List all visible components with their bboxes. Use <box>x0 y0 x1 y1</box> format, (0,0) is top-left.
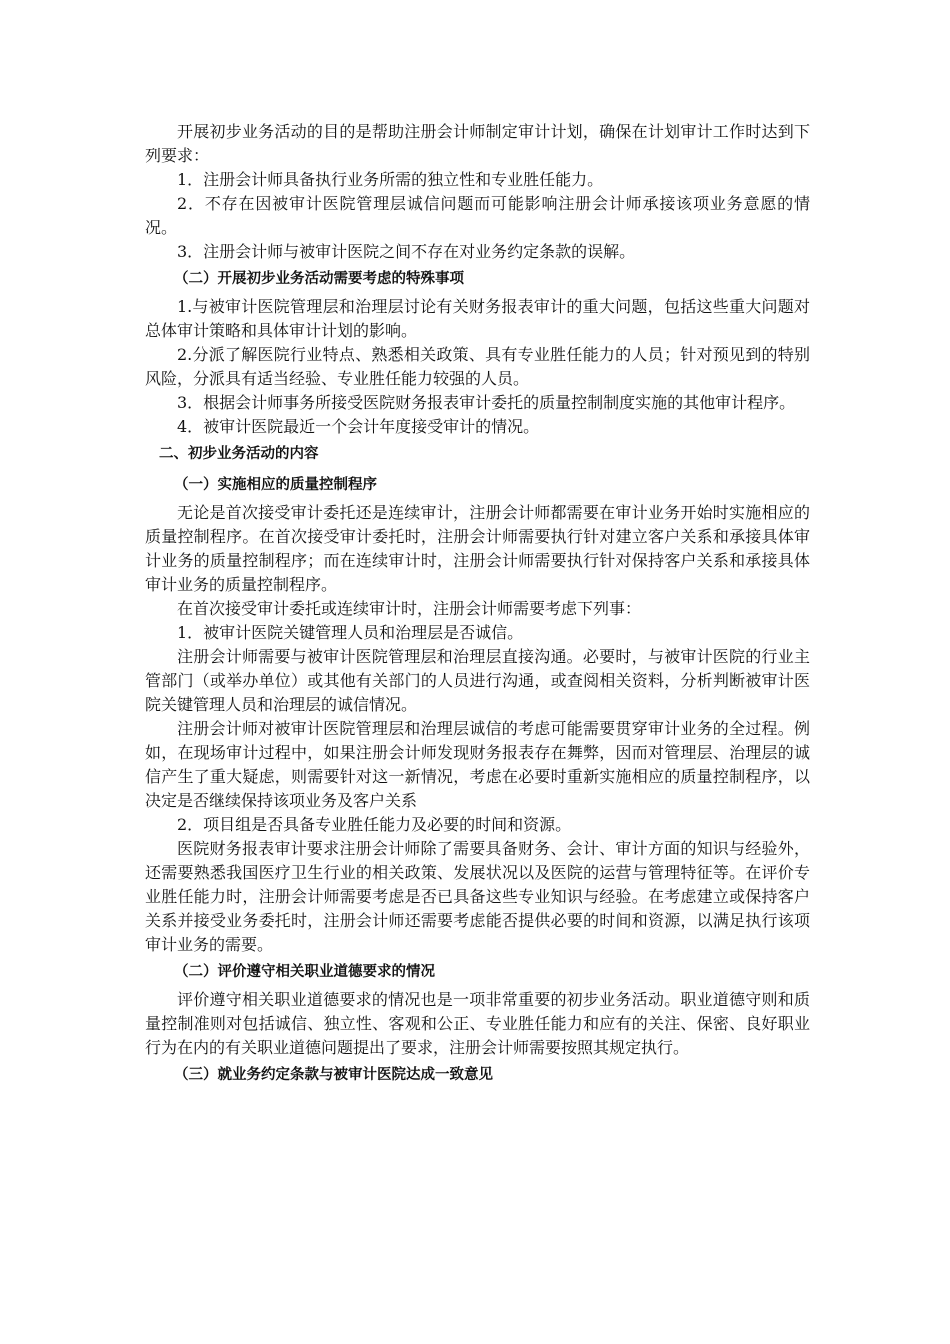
section-heading: （二）评价遵守相关职业道德要求的情况 <box>174 964 435 980</box>
section-heading: （三）就业务约定条款与被审计医院达成一致意见 <box>174 1067 493 1083</box>
paragraph: 注册会计师需要与被审计医院管理层和治理层直接沟通。必要时，与被审计医院的行业主管部门（或举办单位）或其他有关部门的人员进行沟通，或查阅相关资料，分析判断被审计医院关键管理人员和治理层的诚信情况。 <box>145 647 810 714</box>
section-heading: （一）实施相应的质量控制程序 <box>174 477 377 493</box>
paragraph: 1．注册会计师具备执行业务所需的独立性和专业胜任能力。 <box>177 170 604 189</box>
section-heading: （二）开展初步业务活动需要考虑的特殊事项 <box>174 271 464 287</box>
paragraph: 注册会计师对被审计医院管理层和治理层诚信的考虑可能需要贯穿审计业务的全过程。例如，在现场审计过程中，如果注册会计师发现财务报表存在舞弊，因而对管理层、治理层的诚信产生了重大疑虑，则需要针对这一新情况，考虑在必要时重新实施相应的质量控制程序，以决定是否继续保持该项业务及客户关系 <box>145 719 810 810</box>
paragraph: 开展初步业务活动的目的是帮助注册会计师制定审计计划，确保在计划审计工作时达到下列要求： <box>145 122 810 165</box>
paragraph: 2．不存在因被审计医院管理层诚信问题而可能影响注册会计师承接该项业务意愿的情况。 <box>145 194 810 237</box>
chapter-heading: 二、初步业务活动的内容 <box>159 446 319 462</box>
paragraph: 4．被审计医院最近一个会计年度接受审计的情况。 <box>177 417 540 436</box>
paragraph: 3．注册会计师与被审计医院之间不存在对业务约定条款的误解。 <box>177 242 636 261</box>
paragraph: 医院财务报表审计要求注册会计师除了需要具备财务、会计、审计方面的知识与经验外，还需要熟悉我国医疗卫生行业的相关政策、发展状况以及医院的运营与管理特征等。在评价专业胜任能力时，注册会计师需要考虑是否已具备这些专业知识与经验。在考虑建立或保持客户关系并接受业务委托时，注册会计师还需要考虑能否提供必要的时间和资源，以满足执行该项审计业务的需要。 <box>145 839 810 954</box>
document-body <box>145 120 810 1091</box>
paragraph: 3．根据会计师事务所接受医院财务报表审计委托的质量控制制度实施的其他审计程序。 <box>177 393 796 412</box>
paragraph: 无论是首次接受审计委托还是连续审计，注册会计师都需要在审计业务开始时实施相应的质量控制程序。在首次接受审计委托时，注册会计师需要执行针对建立客户关系和承接具体审计业务的质量控制程序；而在连续审计时，注册会计师需要执行针对保持客户关系和承接具体审计业务的质量控制程序。 <box>145 503 810 594</box>
paragraph: 1.与被审计医院管理层和治理层讨论有关财务报表审计的重大问题，包括这些重大问题对总体审计策略和具体审计计划的影响。 <box>145 297 810 340</box>
paragraph: 评价遵守相关职业道德要求的情况也是一项非常重要的初步业务活动。职业道德守则和质量控制准则对包括诚信、独立性、客观和公正、专业胜任能力和应有的关注、保密、良好职业行为在内的有关职业道德问题提出了要求，注册会计师需要按照其规定执行。 <box>145 990 810 1057</box>
paragraph: 2．项目组是否具备专业胜任能力及必要的时间和资源。 <box>177 815 572 834</box>
paragraph: 1．被审计医院关键管理人员和治理层是否诚信。 <box>177 623 524 642</box>
paragraph: 2.分派了解医院行业特点、熟悉相关政策、具有专业胜任能力的人员；针对预见到的特别风险，分派具有适当经验、专业胜任能力较强的人员。 <box>145 345 810 388</box>
paragraph: 在首次接受审计委托或连续审计时，注册会计师需要考虑下列事： <box>177 599 642 618</box>
